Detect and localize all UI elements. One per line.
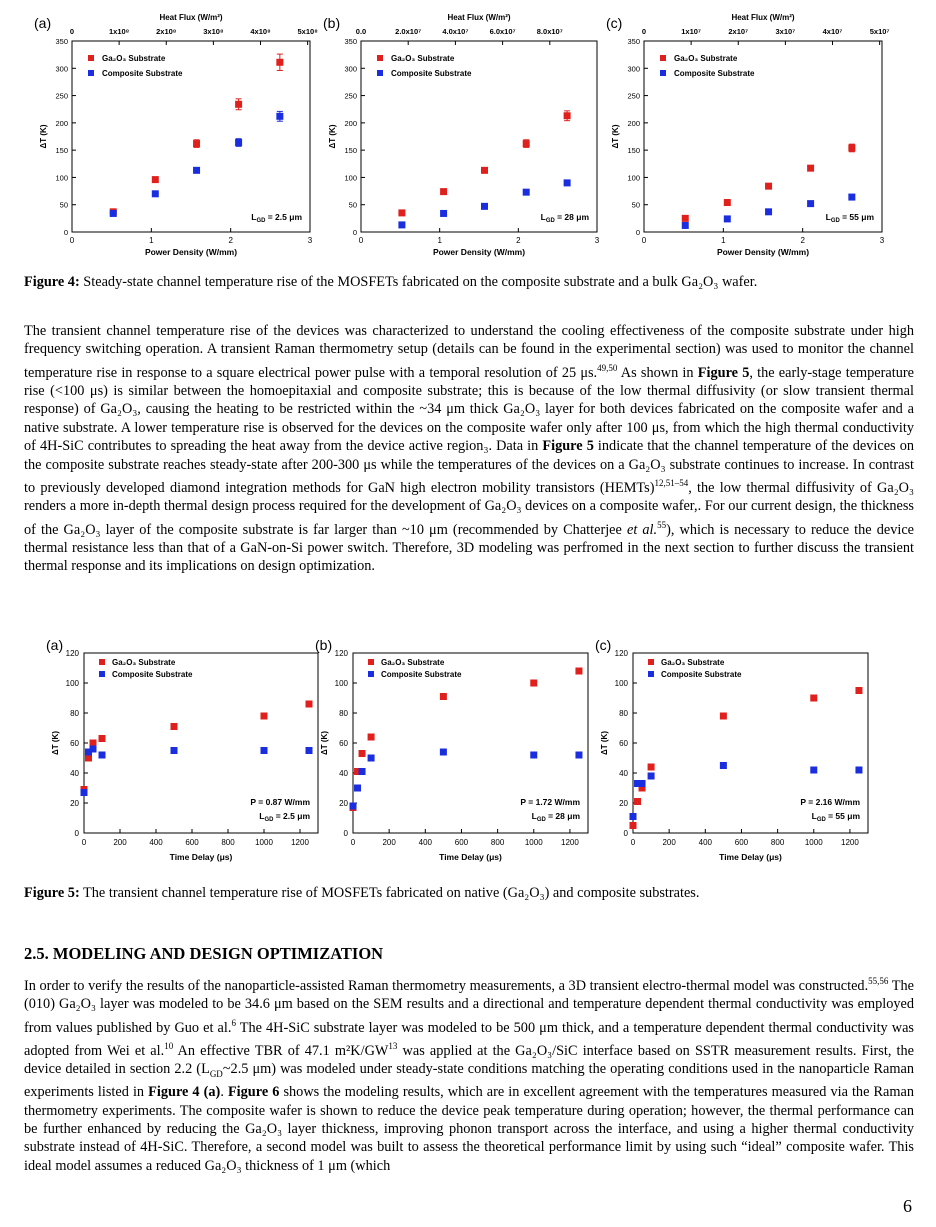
y-tick-label: 60 [339, 739, 348, 748]
top-tick-label: 5x10⁷ [869, 27, 890, 36]
x-tick-label: 1200 [841, 838, 859, 847]
fig4-panel [606, 13, 890, 257]
data-point-composite [639, 780, 646, 787]
data-point-composite [152, 190, 159, 197]
y-tick-label: 300 [55, 64, 68, 74]
x-tick-label: 1000 [804, 838, 823, 847]
y-axis-title: ΔT (K) [320, 731, 329, 755]
y-axis-title: ΔT (K) [600, 731, 609, 755]
x-tick-label: 200 [382, 838, 396, 847]
data-point-ga2o3 [235, 101, 242, 108]
y-tick-label: 200 [344, 118, 357, 128]
data-point-composite [171, 747, 178, 754]
y-tick-label: 40 [619, 769, 628, 778]
x-axis-title: Power Density (W/mm) [716, 247, 810, 257]
y-tick-label: 50 [348, 200, 357, 210]
data-point-composite [368, 755, 375, 762]
data-point-ga2o3 [648, 764, 655, 771]
x-tick-label: 3 [594, 236, 600, 245]
data-point-composite [575, 752, 582, 759]
legend-label-composite: Composite Substrate [674, 69, 755, 78]
y-tick-label: 250 [344, 91, 357, 101]
y-tick-label: 50 [59, 200, 68, 210]
y-tick-label: 60 [619, 739, 628, 748]
data-point-ga2o3 [724, 199, 731, 206]
data-point-ga2o3 [810, 695, 817, 702]
data-point-composite [398, 221, 405, 228]
figure-5-caption: Figure 5: The transient channel temperature rise of MOSFETs fabricated on native (Ga₂O₃) and composite substrates. [24, 885, 700, 901]
data-point-composite [306, 747, 313, 754]
data-point-composite [481, 203, 488, 210]
x-tick-label: 1200 [561, 838, 579, 847]
legend-label-ga2o3: Ga₂O₃ Substrate [102, 54, 166, 63]
legend-label-ga2o3: Ga₂O₃ Substrate [391, 54, 455, 63]
x-tick-label: 2 [228, 236, 233, 245]
y-axis-title: ΔT (K) [611, 124, 620, 149]
data-point-composite [90, 746, 97, 753]
power-annotation: P = 1.72 W/mm [520, 797, 580, 807]
data-point-ga2o3 [530, 680, 537, 687]
lgd-annotation: $L_{GD} = 55$ μm [811, 811, 860, 823]
top-tick-label: 4.0x10⁷ [442, 27, 469, 36]
data-point-composite [765, 208, 772, 215]
top-tick-label: 6.0x10⁷ [489, 27, 516, 36]
y-tick-label: 150 [344, 146, 357, 156]
lgd-annotation: $L_{GD} = 28$ μm [531, 811, 580, 823]
x-tick-label: 400 [698, 838, 712, 847]
body-paragraph-1: The transient channel temperature rise of the devices was characterized to understand the cooling effectiveness of the composite substrate under high frequency switching operation. A transient Raman thermometry setup (details can be found in the experimental section) was used to monitor the channel temperature rise in response to a square electrical power pulse with a temporal resolution of 25 μs.$^{49,50}$ As shown in Figure 5, the early-stage temperature rise (<100 μs) is similar between the homoepitaxial and composite substrate; this is because of the low thermal diffusivity (or slow transient thermal response) of Ga₂O₃, causing the heating to be restricted within the ~34 μm thick Ga₂O₃ layer for both devices fabricated on the composite wafer and a native substrate. A lower temperature rise is observed for the devices on the composite wafer only after 100 μs, from which the high thermal conductivity of 4H-SiC contributes to spreading the heat away from the device active region₃. Data in Figure 5 indicate that the channel temperature of the devices on the composite substrate reaches steady-state after 200-300 μs while the temperatures of the devices on a Ga₂O₃ substrate continues to increase. In contrast to previously developed diamond integration methods for GaN high electron mobility transistors (HEMTs)$^{12,51-54}$, the low thermal diffusivity of Ga₂O₃ renders a more in-depth thermal design process required for the development of Ga₂O₃ devices on a composite wafer,. For our current design, the thickness of the Ga₂O₃ layer of the composite substrate is far larger than ~10 μm (recommended by Chatterjee et al.$^{55}$), which is necessary to reduce the device thermal resistance less than that of a GaN-on-Si power switch. Therefore, 3D modeling was perfromed in the next section to further discuss the transient thermal response and its implications on design optimization. [24, 323, 915, 575]
data-point-composite [440, 749, 447, 756]
legend-marker-composite [368, 671, 374, 677]
top-axis-title: Heat Flux (W/m²) [159, 13, 223, 22]
x-axis-title: Time Delay (μs) [169, 852, 233, 862]
legend-marker-composite [660, 70, 666, 76]
x-tick-label: 3 [879, 236, 885, 245]
y-tick-label: 40 [339, 769, 348, 778]
y-tick-label: 60 [70, 739, 79, 748]
y-tick-label: 350 [344, 37, 357, 46]
data-point-composite [682, 222, 689, 229]
x-tick-label: 0 [69, 236, 75, 245]
x-tick-label: 2 [516, 236, 521, 245]
x-tick-label: 0 [358, 236, 364, 245]
y-axis-title: ΔT (K) [328, 124, 337, 149]
fig5-panel [46, 637, 318, 862]
x-tick-label: 1 [437, 236, 442, 245]
section-heading: 2.5. MODELING AND DESIGN OPTIMIZATION [24, 944, 384, 963]
y-tick-label: 350 [627, 37, 640, 46]
x-tick-label: 1000 [524, 838, 543, 847]
legend-label-ga2o3: Ga₂O₃ Substrate [381, 658, 445, 667]
data-point-composite [440, 210, 447, 217]
y-tick-label: 80 [70, 709, 79, 718]
lgd-annotation: $L_{GD} = 2.5$ μm [251, 212, 302, 224]
legend-marker-ga2o3 [648, 659, 654, 665]
data-point-composite [648, 773, 655, 780]
data-point-ga2o3 [848, 144, 855, 151]
y-axis-title: ΔT (K) [51, 731, 60, 755]
data-point-composite [564, 179, 571, 186]
legend-marker-composite [88, 70, 94, 76]
legend-label-composite: Composite Substrate [661, 670, 742, 679]
y-tick-label: 100 [334, 679, 348, 688]
data-point-ga2o3 [368, 734, 375, 741]
data-point-composite [110, 210, 117, 217]
data-point-composite [855, 767, 862, 774]
power-annotation: P = 2.16 W/mm [800, 797, 860, 807]
y-tick-label: 150 [627, 146, 640, 156]
y-tick-label: 40 [70, 769, 79, 778]
x-tick-label: 0 [350, 838, 356, 847]
figure-4-caption: Figure 4: Steady-state channel temperature rise of the MOSFETs fabricated on the composite substrate and a bulk Ga₂O₃ wafer. [24, 274, 758, 290]
data-point-ga2o3 [359, 750, 366, 757]
fig4-panel [323, 13, 600, 257]
data-point-composite [261, 747, 268, 754]
y-tick-label: 350 [55, 37, 68, 46]
fig5-panel [595, 637, 868, 862]
data-point-ga2o3 [575, 668, 582, 675]
data-point-composite [81, 789, 88, 796]
data-point-ga2o3 [193, 140, 200, 147]
x-tick-label: 1200 [291, 838, 309, 847]
data-point-ga2o3 [720, 713, 727, 720]
x-tick-label: 800 [490, 838, 505, 847]
top-tick-label: 4x10⁷ [822, 27, 843, 36]
top-tick-label: 5x10⁸ [297, 27, 318, 36]
y-tick-label: 80 [339, 709, 348, 718]
lgd-annotation: $L_{GD} = 55$ μm [825, 212, 874, 224]
x-tick-label: 600 [734, 838, 749, 847]
legend-label-composite: Composite Substrate [102, 69, 183, 78]
top-tick-label: 1x10⁸ [109, 27, 130, 36]
data-point-ga2o3 [807, 165, 814, 172]
data-point-ga2o3 [85, 755, 92, 762]
data-point-composite [848, 194, 855, 201]
top-tick-label: 0 [641, 27, 647, 36]
top-tick-label: 2x10⁷ [728, 27, 749, 36]
y-tick-label: 100 [614, 679, 628, 688]
data-point-ga2o3 [765, 183, 772, 190]
data-point-ga2o3 [682, 215, 689, 222]
x-tick-label: 400 [149, 838, 163, 847]
top-axis-title: Heat Flux (W/m²) [731, 13, 795, 22]
data-point-ga2o3 [440, 188, 447, 195]
x-tick-label: 1 [721, 236, 726, 245]
y-tick-label: 250 [627, 91, 640, 101]
x-tick-label: 3 [307, 236, 313, 245]
legend-label-ga2o3: Ga₂O₃ Substrate [674, 54, 738, 63]
figure-4 [0, 0, 936, 262]
top-tick-label: 1x10⁷ [681, 27, 702, 36]
panel-label: (a) [46, 637, 64, 653]
legend-label-ga2o3: Ga₂O₃ Substrate [661, 658, 725, 667]
top-tick-label: 4x10⁸ [250, 27, 271, 36]
x-tick-label: 1000 [255, 838, 273, 847]
x-tick-label: 800 [221, 838, 235, 847]
top-tick-label: 2.0x10⁷ [395, 27, 422, 36]
data-point-composite [359, 768, 366, 775]
data-point-ga2o3 [630, 822, 637, 829]
fig4-panel [34, 13, 318, 257]
legend-marker-ga2o3 [377, 55, 383, 61]
y-tick-label: 150 [55, 146, 68, 156]
fig5-panel [315, 637, 588, 862]
x-tick-label: 0 [641, 236, 647, 245]
legend-label-composite: Composite Substrate [112, 670, 193, 679]
legend-label-composite: Composite Substrate [381, 670, 462, 679]
x-axis-title: Time Delay (μs) [439, 852, 502, 862]
figure-5 [0, 630, 936, 875]
x-axis-title: Time Delay (μs) [719, 852, 782, 862]
data-point-composite [630, 813, 637, 820]
x-tick-label: 2 [800, 236, 805, 245]
y-tick-label: 80 [619, 709, 628, 718]
data-point-composite [276, 113, 283, 120]
data-point-ga2o3 [152, 176, 159, 183]
top-tick-label: 3x10⁷ [775, 27, 796, 36]
y-tick-label: 120 [334, 649, 348, 658]
panel-label: (c) [606, 15, 623, 31]
x-tick-label: 400 [418, 838, 432, 847]
legend-marker-composite [99, 671, 105, 677]
panel-label: (b) [315, 637, 333, 653]
y-tick-label: 20 [619, 799, 628, 808]
x-tick-label: 200 [113, 838, 127, 847]
y-tick-label: 0 [635, 228, 640, 237]
x-tick-label: 1 [149, 236, 154, 245]
data-point-composite [99, 752, 106, 759]
y-tick-label: 0 [352, 228, 357, 237]
legend-marker-ga2o3 [99, 659, 105, 665]
data-point-composite [720, 762, 727, 769]
legend-marker-composite [648, 671, 654, 677]
top-tick-label: 3x10⁸ [203, 27, 224, 36]
x-tick-label: 0 [81, 838, 87, 847]
legend-marker-ga2o3 [88, 55, 94, 61]
y-tick-label: 0 [63, 228, 68, 237]
y-tick-label: 100 [65, 679, 79, 688]
data-point-composite [354, 785, 361, 792]
legend-label-composite: Composite Substrate [391, 69, 472, 78]
y-tick-label: 250 [55, 91, 68, 101]
y-tick-label: 300 [344, 64, 357, 74]
y-axis-title: ΔT (K) [39, 124, 48, 149]
data-point-composite [810, 767, 817, 774]
data-point-ga2o3 [855, 687, 862, 694]
panel-label: (c) [595, 637, 612, 653]
data-point-ga2o3 [564, 112, 571, 119]
y-tick-label: 120 [65, 649, 79, 658]
y-tick-label: 100 [344, 173, 357, 183]
y-tick-label: 200 [627, 118, 640, 128]
data-point-composite [724, 215, 731, 222]
data-point-ga2o3 [276, 59, 283, 66]
legend-marker-ga2o3 [368, 659, 374, 665]
power-annotation: P = 0.87 W/mm [250, 797, 310, 807]
y-tick-label: 20 [339, 799, 348, 808]
x-tick-label: 600 [185, 838, 199, 847]
panel-label: (b) [323, 15, 341, 31]
data-point-composite [530, 752, 537, 759]
top-tick-label: 0 [69, 27, 75, 36]
data-point-ga2o3 [440, 693, 447, 700]
data-point-ga2o3 [90, 740, 97, 747]
data-point-ga2o3 [523, 140, 530, 147]
data-point-ga2o3 [481, 167, 488, 174]
data-point-ga2o3 [99, 735, 106, 742]
y-tick-label: 200 [55, 118, 68, 128]
top-tick-label: 0.0 [355, 27, 367, 36]
x-axis-title: Power Density (W/mm) [432, 247, 526, 257]
page-number: 6 [903, 1196, 912, 1216]
data-point-ga2o3 [261, 713, 268, 720]
y-tick-label: 20 [70, 799, 79, 808]
data-point-ga2o3 [306, 701, 313, 708]
panel-label: (a) [34, 15, 52, 31]
data-point-ga2o3 [398, 209, 405, 216]
legend-marker-composite [377, 70, 383, 76]
data-point-composite [193, 167, 200, 174]
y-tick-label: 50 [631, 200, 640, 210]
top-tick-label: 8.0x10⁷ [536, 27, 563, 36]
data-point-composite [807, 200, 814, 207]
y-tick-label: 120 [614, 649, 628, 658]
data-point-composite [523, 189, 530, 196]
x-axis-title: Power Density (W/mm) [144, 247, 238, 257]
data-point-ga2o3 [171, 723, 178, 730]
x-tick-label: 600 [454, 838, 469, 847]
body-paragraph-2: In order to verify the results of the nanoparticle-assisted Raman thermometry measurements, a 3D transient electro-thermal model was constructed.$^{55,56}$ The (010) Ga₂O₃ layer was modeled to be 34.6 μm based on the SEM results and a directional and temperature dependent thermal conductivity was employed from values published by Guo et al.$^6$ The 4H-SiC substrate layer was modeled to be 500 μm thick, and a temperature dependent thermal conductivity was adopted from Wei et al.$^{10}$ An effective TBR of 47.1 m²K/GW$^{13}$ was applied at the Ga₂O₃/SiC interface based on SSTR measurement results. First, the device detailed in section 2.2 ($L_{GD}\sim 2.5$ μm) was modeled under steady-state conditions matching the operating conditions used in the nanoparticle Raman experiments listed in Figure 4 (a). Figure 6 shows the modeling results, which are in excellent agreement with the temperatures measured via the Raman thermometry experiments. The composite wafer is shown to reduce the device peak temperature during operation; however, the thermal performance can be further enhanced by reducing the Ga₂O₃ layer thickness, improving phonon transport across the interface, and using a higher thermal conductivity substrate instead of 4H-SiC. Therefore, a second model was built to assess the theoretical performance limit by using such “ideal” composite wafer. This ideal model assumes a reduced Ga₂O₃ thickness of 1 μm (which [24, 976, 915, 1174]
top-tick-label: 2x10⁸ [156, 27, 177, 36]
y-tick-label: 0 [74, 829, 79, 838]
legend-label-ga2o3: Ga₂O₃ Substrate [112, 658, 176, 667]
lgd-annotation: $L_{GD} = 28$ μm [540, 212, 589, 224]
data-point-composite [350, 803, 357, 810]
y-tick-label: 100 [627, 173, 640, 183]
data-point-composite [235, 139, 242, 146]
top-axis-title: Heat Flux (W/m²) [447, 13, 511, 22]
legend-marker-ga2o3 [660, 55, 666, 61]
data-point-ga2o3 [634, 798, 641, 805]
lgd-annotation: $L_{GD} = 2.5$ μm [259, 811, 310, 823]
y-tick-label: 100 [55, 173, 68, 183]
y-tick-label: 0 [623, 829, 628, 838]
x-tick-label: 800 [770, 838, 785, 847]
y-tick-label: 300 [627, 64, 640, 74]
x-tick-label: 0 [630, 838, 636, 847]
x-tick-label: 200 [662, 838, 676, 847]
y-tick-label: 0 [343, 829, 348, 838]
